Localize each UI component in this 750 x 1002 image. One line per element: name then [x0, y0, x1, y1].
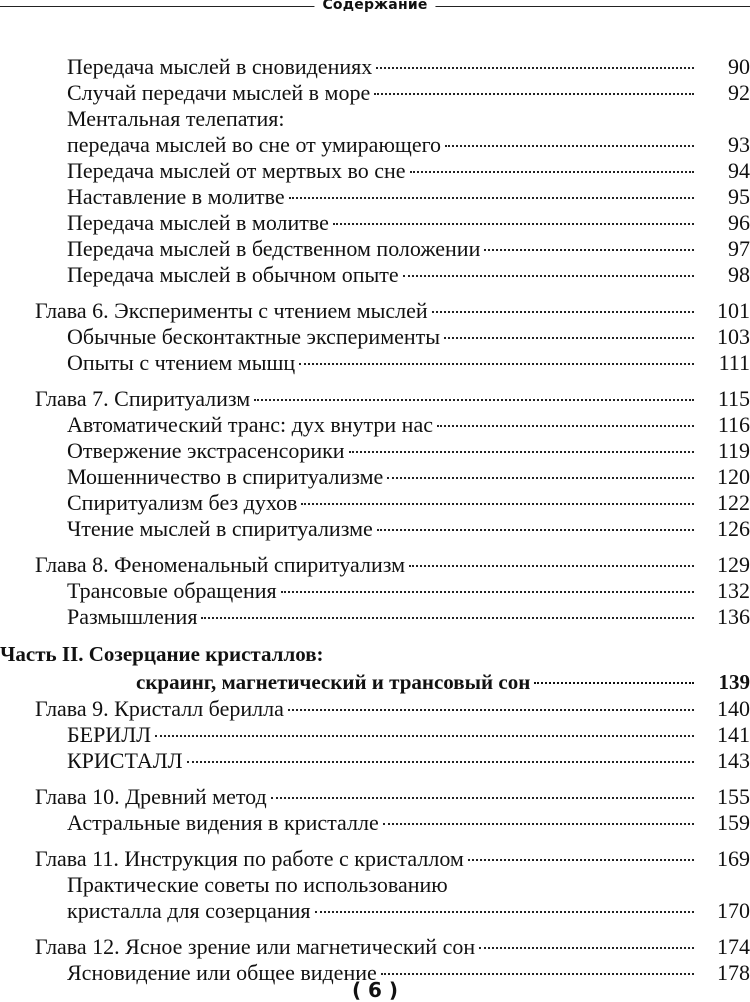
dot-leader	[403, 275, 694, 277]
dot-leader	[410, 171, 694, 173]
toc-entry-title: БЕРИЛЛ	[67, 722, 152, 747]
toc-entry-page: 155	[717, 784, 750, 809]
toc-entry-title: кристалла для созерцания	[67, 898, 311, 923]
dot-leader	[349, 451, 694, 453]
dot-leader	[187, 761, 694, 763]
toc-entry[interactable]	[0, 350, 750, 376]
dot-leader	[155, 735, 694, 737]
toc-entry-title: Глава 7. Спиритуализм	[35, 386, 251, 411]
dot-leader	[387, 477, 694, 479]
dot-leader	[444, 337, 694, 339]
toc-entry[interactable]	[0, 158, 750, 184]
toc-entry-title: Передача мыслей в бедственном положении	[67, 236, 481, 261]
dot-leader	[484, 249, 694, 251]
dot-leader	[479, 947, 694, 949]
dot-leader	[301, 503, 694, 505]
toc-entry[interactable]	[0, 54, 750, 80]
toc-part-2	[0, 640, 750, 696]
toc-entry[interactable]	[0, 80, 750, 106]
toc-entry[interactable]	[0, 516, 750, 542]
toc-entry-page: 116	[717, 412, 750, 437]
toc-entry[interactable]	[0, 898, 750, 924]
toc-entry-page: 90	[728, 54, 750, 79]
toc-entry[interactable]	[0, 236, 750, 262]
toc-entry-title: Отвержение экстрасенсорики	[67, 438, 345, 463]
toc-entry-title: Спиритуализм без духов	[67, 490, 298, 515]
toc-entry-title: Глава 6. Эксперименты с чтением мыслей	[35, 298, 428, 323]
toc-entry-page: 159	[717, 810, 750, 835]
toc-entry[interactable]	[0, 490, 750, 516]
toc-entry-page: 122	[717, 490, 750, 515]
dot-leader	[377, 529, 694, 531]
dot-leader	[409, 565, 694, 567]
dot-leader	[534, 682, 694, 684]
toc-part-title: Часть II. Созерцание кристаллов:	[0, 642, 324, 666]
toc-part-entry-continued[interactable]	[0, 668, 750, 696]
toc-entry-title: Ясновидение или общее видение	[67, 960, 377, 985]
toc-entry[interactable]	[0, 106, 750, 132]
toc-chapter-entry[interactable]	[0, 784, 750, 810]
dot-leader	[383, 823, 694, 825]
toc-entry[interactable]	[0, 438, 750, 464]
toc-entry-page: 174	[717, 934, 750, 959]
toc-entry-title: КРИСТАЛЛ	[67, 748, 183, 773]
toc-entry-page: 170	[717, 898, 750, 923]
toc-entry-title: Передача мыслей в молитве	[67, 210, 329, 235]
dot-leader	[254, 399, 694, 401]
toc-part-subtitle: скраинг, магнетический и трансовый сон	[136, 670, 531, 694]
toc-chapter-entry[interactable]	[0, 696, 750, 722]
toc-entry-title: передача мыслей во сне от умирающего	[67, 132, 442, 157]
toc-entry-title: Опыты с чтением мышц	[67, 350, 296, 375]
toc-entry-page: 140	[717, 696, 750, 721]
toc-entry-title: Практические советы по использованию	[67, 872, 448, 897]
toc-entry[interactable]	[0, 132, 750, 158]
toc-entry-page: 129	[717, 552, 750, 577]
toc-entry[interactable]	[0, 748, 750, 774]
dot-leader	[376, 67, 694, 69]
toc-entry-title: Наставление в молитве	[67, 184, 285, 209]
toc-entry-page: 141	[717, 722, 750, 747]
dot-leader	[299, 363, 694, 365]
toc-chapter-7	[0, 386, 750, 542]
toc-entry-page: 136	[717, 604, 750, 629]
toc-entry[interactable]	[0, 324, 750, 350]
toc-entry-title: Передача мыслей в сновидениях	[67, 54, 373, 79]
toc-entry-page: 139	[718, 670, 750, 694]
toc-entry-title: Глава 10. Древний метод	[35, 784, 267, 809]
toc-chapter-9	[0, 696, 750, 774]
toc-entry-title: Ментальная телепатия:	[67, 106, 285, 131]
dot-leader	[201, 617, 694, 619]
toc-entry-title: Обычные бесконтактные эксперименты	[67, 324, 441, 349]
toc-entry-title: Случай передачи мыслей в море	[67, 80, 371, 105]
toc-entry[interactable]	[0, 184, 750, 210]
toc-entry[interactable]	[0, 464, 750, 490]
toc-chapter-11	[0, 846, 750, 924]
toc-entry[interactable]	[0, 210, 750, 236]
toc-entry-page: 143	[717, 748, 750, 773]
toc-entry-page: 94	[728, 158, 750, 183]
toc-entry-page: 115	[717, 386, 750, 411]
dot-leader	[271, 797, 694, 799]
toc-entry-title: Глава 9. Кристалл берилла	[35, 696, 284, 721]
toc-entry-title: Мошенничество в спиритуализме	[67, 464, 384, 489]
toc-entry-title: Трансовые обращения	[67, 578, 277, 603]
dot-leader	[374, 93, 694, 95]
page-number: ( 6 )	[351, 978, 399, 1002]
toc-chapter-10	[0, 784, 750, 836]
toc-entry-title: Передача мыслей в обычном опыте	[67, 262, 399, 287]
toc-entry-title: Глава 8. Феноменальный спиритуализм	[35, 552, 406, 577]
toc-group-continued	[0, 54, 750, 288]
toc-part-entry[interactable]	[0, 640, 750, 668]
toc-entry-title: Передача мыслей от мертвых во сне	[67, 158, 406, 183]
dot-leader	[381, 973, 694, 975]
table-of-contents	[0, 54, 750, 996]
toc-entry-title: Размышления	[67, 604, 198, 629]
toc-entry-page: 101	[717, 298, 750, 323]
toc-entry-page: 178	[717, 960, 750, 985]
toc-entry-page: 92	[728, 80, 750, 105]
toc-chapter-entry[interactable]	[0, 846, 750, 872]
toc-entry-page: 98	[728, 262, 750, 287]
toc-entry-title: Глава 11. Инструкция по работе с кристаллом	[35, 846, 464, 871]
toc-chapter-8	[0, 552, 750, 630]
dot-leader	[288, 709, 694, 711]
toc-entry-page: 97	[728, 236, 750, 261]
toc-entry-title: Астральные видения в кристалле	[67, 810, 379, 835]
toc-entry[interactable]	[0, 722, 750, 748]
toc-entry-page: 103	[717, 324, 750, 349]
toc-entry[interactable]	[0, 262, 750, 288]
toc-chapter-entry[interactable]	[0, 934, 750, 960]
running-header	[0, 0, 750, 18]
dot-leader	[333, 223, 694, 225]
dot-leader	[468, 859, 694, 861]
toc-entry-page: 95	[728, 184, 750, 209]
toc-entry-page: 169	[717, 846, 750, 871]
toc-entry[interactable]	[0, 578, 750, 604]
toc-entry-page: 120	[717, 464, 750, 489]
toc-entry-page: 119	[717, 438, 750, 463]
toc-entry[interactable]	[0, 810, 750, 836]
toc-chapter-entry[interactable]	[0, 386, 750, 412]
toc-chapter-entry[interactable]	[0, 298, 750, 324]
toc-chapter-6	[0, 298, 750, 376]
toc-entry-page: 96	[728, 210, 750, 235]
toc-entry-page: 93	[728, 132, 750, 157]
toc-chapter-entry[interactable]	[0, 552, 750, 578]
toc-entry-page: 132	[717, 578, 750, 603]
dot-leader	[289, 197, 694, 199]
toc-entry-title: Глава 12. Ясное зрение или магнетический сон	[35, 934, 476, 959]
dot-leader	[315, 911, 694, 913]
dot-leader	[281, 591, 694, 593]
toc-entry-page: 111	[718, 350, 750, 375]
toc-entry-title: Автоматический транс: дух внутри нас	[67, 412, 433, 437]
toc-entry[interactable]	[0, 872, 750, 898]
toc-entry-page: 126	[717, 516, 750, 541]
toc-entry-title: Чтение мыслей в спиритуализме	[67, 516, 373, 541]
dot-leader	[445, 145, 694, 147]
toc-entry[interactable]	[0, 604, 750, 630]
dot-leader	[432, 311, 694, 313]
dot-leader	[437, 425, 694, 427]
header-title: Содержание	[314, 0, 435, 13]
toc-entry[interactable]	[0, 412, 750, 438]
